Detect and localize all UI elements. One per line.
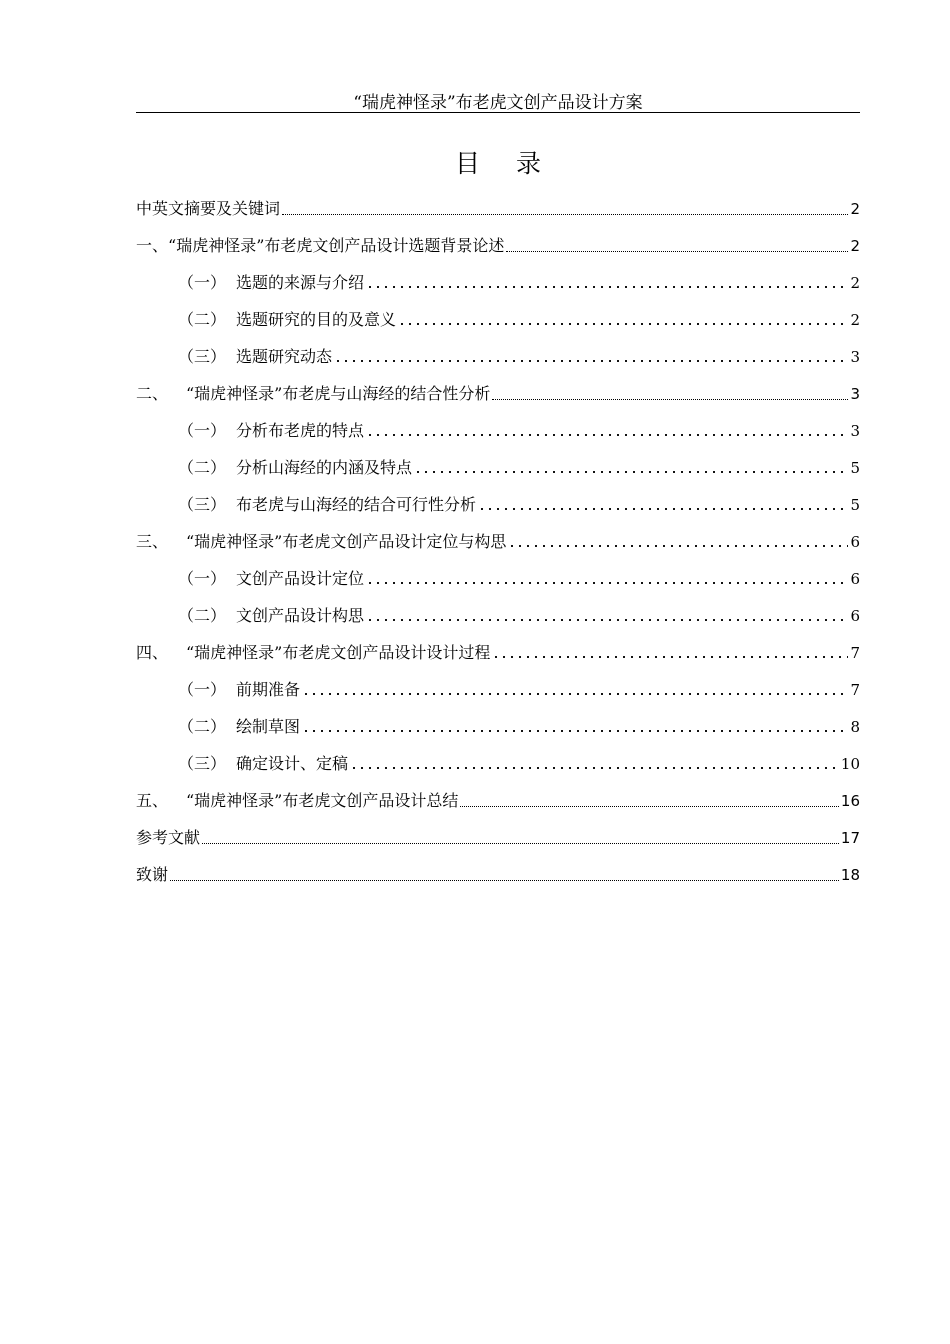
toc-page-number: 3: [850, 385, 860, 403]
toc-leader: [506, 251, 848, 252]
toc-entry-section-2[interactable]: [136, 368, 860, 405]
toc-leader: [282, 214, 848, 215]
toc-entry-text: “瑞虎神怪录”布老虎与山海经的结合性分析: [186, 384, 491, 403]
toc-entry-section-1-3[interactable]: [136, 331, 860, 368]
toc-page-number: 2: [850, 311, 860, 329]
toc-entry-text: “瑞虎神怪录”布老虎文创产品设计总结: [186, 791, 459, 810]
toc-leader: [492, 399, 848, 400]
toc-entry-section-1-1[interactable]: [136, 257, 860, 294]
toc-entry-text: 前期准备: [236, 680, 301, 699]
toc-entry-section-3[interactable]: [136, 516, 860, 553]
toc-page-number: 7: [850, 644, 860, 662]
toc-leader: [398, 322, 848, 326]
toc-entry-text: 选题研究动态: [236, 347, 333, 366]
toc-entry-section-3-2[interactable]: [136, 590, 860, 627]
toc-leader: [492, 655, 848, 659]
toc-entry-number: （二）: [178, 458, 227, 477]
toc-page-number: 3: [850, 422, 860, 440]
toc-entry-text: 绘制草图: [236, 717, 301, 736]
toc-entry-text: 布老虎与山海经的结合可行性分析: [236, 495, 477, 514]
toc-page-number: 17: [840, 829, 860, 847]
toc-entry-number: （一）: [178, 273, 227, 292]
toc-entry-text: 分析山海经的内涵及特点: [236, 458, 413, 477]
toc-entry-acknowledgements[interactable]: [136, 849, 860, 886]
toc-entry-text: 确定设计、定稿: [236, 754, 349, 773]
toc-leader: [366, 285, 848, 289]
toc-leader: [460, 806, 839, 807]
toc-entry-text: “瑞虎神怪录”布老虎文创产品设计定位与构思: [186, 532, 507, 551]
toc-leader: [366, 433, 848, 437]
toc-entry-number: （三）: [178, 347, 227, 366]
toc-leader: [478, 507, 848, 511]
toc-leader: [414, 470, 848, 474]
table-of-contents: [136, 183, 860, 886]
toc-entry-references[interactable]: [136, 812, 860, 849]
toc-page-number: 18: [840, 866, 860, 884]
toc-entry-text: 文创产品设计构思: [236, 606, 365, 625]
toc-entry-number: （一）: [178, 680, 227, 699]
toc-page-number: 10: [840, 755, 860, 773]
toc-page-number: 6: [850, 570, 860, 588]
toc-entry-text: 中英文摘要及关键词: [136, 199, 281, 218]
toc-page-number: 6: [850, 533, 860, 551]
toc-leader: [366, 618, 848, 622]
toc-title: 目录: [454, 149, 577, 178]
toc-page-number: 7: [850, 681, 860, 699]
toc-page-number: 2: [850, 274, 860, 292]
toc-entry-number: 四、: [136, 643, 169, 662]
toc-leader: [170, 880, 839, 881]
toc-entry-number: （三）: [178, 754, 227, 773]
toc-entry-section-4-3[interactable]: [136, 738, 860, 775]
toc-entry-text: 文创产品设计定位: [236, 569, 365, 588]
toc-entry-section-2-1[interactable]: [136, 405, 860, 442]
toc-leader: [350, 766, 839, 770]
toc-entry-section-2-3[interactable]: [136, 479, 860, 516]
header-rule: [136, 112, 860, 113]
toc-entry-number: （二）: [178, 310, 227, 329]
toc-entry-abstract[interactable]: [136, 183, 860, 220]
toc-page-number: 2: [850, 237, 860, 255]
toc-page-number: 5: [850, 496, 860, 514]
toc-page-number: 2: [850, 200, 860, 218]
toc-entry-section-1[interactable]: [136, 220, 860, 257]
toc-leader: [302, 729, 848, 733]
toc-entry-text: 分析布老虎的特点: [236, 421, 365, 440]
toc-entry-number: （一）: [178, 421, 227, 440]
toc-entry-section-4-1[interactable]: [136, 664, 860, 701]
toc-entry-text: “瑞虎神怪录”布老虎文创产品设计设计过程: [186, 643, 491, 662]
toc-page-number: 16: [840, 792, 860, 810]
toc-page-number: 6: [850, 607, 860, 625]
toc-entry-number: 一、: [136, 236, 169, 255]
toc-leader: [202, 843, 839, 844]
toc-leader: [508, 544, 848, 548]
toc-entry-section-1-2[interactable]: [136, 294, 860, 331]
toc-entry-text: 参考文献: [136, 828, 201, 847]
toc-entry-section-3-1[interactable]: [136, 553, 860, 590]
toc-entry-number: （三）: [178, 495, 227, 514]
toc-entry-number: （一）: [178, 569, 227, 588]
toc-entry-text: 选题研究的目的及意义: [236, 310, 397, 329]
toc-entry-number: （二）: [178, 717, 227, 736]
toc-entry-number: 二、: [136, 384, 169, 403]
toc-leader: [334, 359, 848, 363]
toc-page-number: 3: [850, 348, 860, 366]
toc-entry-text: 致谢: [136, 865, 169, 884]
toc-entry-number: （二）: [178, 606, 227, 625]
toc-entry-section-2-2[interactable]: [136, 442, 860, 479]
toc-entry-section-5[interactable]: [136, 775, 860, 812]
toc-entry-text: “瑞虎神怪录”布老虎文创产品设计选题背景论述: [168, 236, 505, 255]
toc-entry-text: 选题的来源与介绍: [236, 273, 365, 292]
toc-leader: [302, 692, 848, 696]
running-header: “瑞虎神怪录”布老虎文创产品设计方案: [353, 93, 643, 113]
toc-entry-section-4[interactable]: [136, 627, 860, 664]
toc-page-number: 5: [850, 459, 860, 477]
toc-leader: [366, 581, 848, 585]
toc-entry-number: 三、: [136, 532, 169, 551]
toc-entry-number: 五、: [136, 791, 169, 810]
toc-page-number: 8: [850, 718, 860, 736]
toc-entry-section-4-2[interactable]: [136, 701, 860, 738]
